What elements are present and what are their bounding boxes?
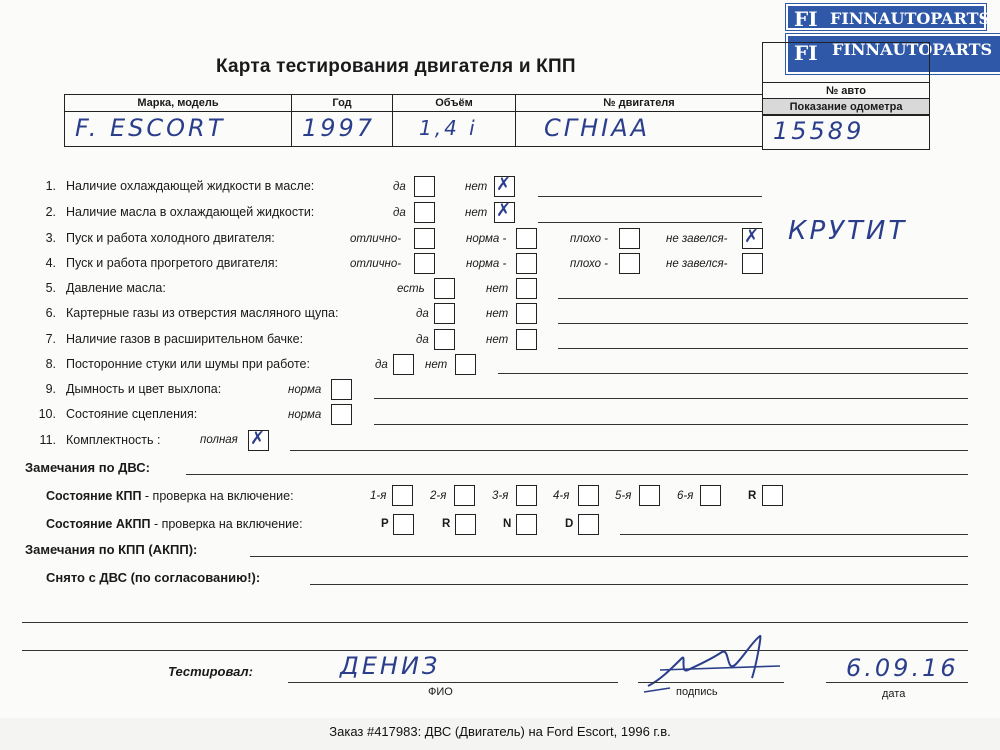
item-3-number: 3. <box>45 231 56 245</box>
item-3-opt-normal: норма - <box>466 233 507 245</box>
odometer-value-box <box>762 114 930 150</box>
item-3-opt-excellent: отлично- <box>350 233 402 245</box>
date-value: 6.09.16 <box>846 654 959 682</box>
item-6-no-checkbox[interactable] <box>516 303 537 324</box>
item-4-number: 4. <box>45 256 56 270</box>
item-8-no-checkbox[interactable] <box>455 354 476 375</box>
item-8-number: 8. <box>45 357 56 371</box>
item-3-note: КРУТИТ <box>788 216 908 246</box>
item-7-opt-yes: да <box>416 334 429 346</box>
item-11-full-checkbox[interactable] <box>248 430 269 451</box>
odometer-label: Показание одометра <box>762 98 930 116</box>
item-8-label: Посторонние стуки или шумы при работе: <box>66 357 310 371</box>
item-3-label: Пуск и работа холодного двигателя: <box>66 231 275 245</box>
removed-line-3 <box>22 650 968 651</box>
tested-by-label: Тестировал: <box>168 664 253 679</box>
item-2-number: 2. <box>45 205 56 219</box>
item-2-note-line <box>538 222 762 223</box>
item-4-normal-checkbox[interactable] <box>516 253 537 274</box>
removed-line-1 <box>310 584 968 585</box>
item-2-no-checkbox[interactable] <box>494 202 515 223</box>
item-5-yes-checkbox[interactable] <box>434 278 455 299</box>
gear-6-checkbox[interactable] <box>700 485 721 506</box>
auto-number-value-box <box>762 42 930 83</box>
item-7-no-checkbox[interactable] <box>516 329 537 350</box>
kpp-label: Состояние КПП - проверка на включение: <box>46 489 294 503</box>
gear-1-checkbox[interactable] <box>392 485 413 506</box>
item-3-excellent-checkbox[interactable] <box>414 228 435 249</box>
item-9-number: 9. <box>45 382 56 396</box>
col-volume: Объём <box>435 97 473 109</box>
item-9-note-line <box>374 398 968 399</box>
item-1-opt-yes: да <box>393 181 406 193</box>
item-5-number: 5. <box>45 281 56 295</box>
akpp-p-label: P <box>381 518 389 530</box>
akpp-r-label: R <box>442 518 451 530</box>
item-4-no-start-checkbox[interactable] <box>742 253 763 274</box>
item-1-number: 1. <box>45 179 56 193</box>
item-3-bad-checkbox[interactable] <box>619 228 640 249</box>
item-4-bad-checkbox[interactable] <box>619 253 640 274</box>
kpp-remarks-line <box>250 556 968 557</box>
item-1-label: Наличие охлаждающей жидкости в масле: <box>66 179 315 193</box>
item-5-no-checkbox[interactable] <box>516 278 537 299</box>
date-line <box>826 682 968 683</box>
year-value: 1997 <box>302 114 376 142</box>
item-10-note-line <box>374 424 968 425</box>
check-mark-icon: ✗ <box>250 428 266 449</box>
item-8-opt-no: нет <box>425 359 448 371</box>
item-7-yes-checkbox[interactable] <box>434 329 455 350</box>
item-6-opt-yes: да <box>416 308 429 320</box>
gear-6-label: 6-я <box>677 490 694 502</box>
item-11-opt-full: полная <box>200 434 238 446</box>
gear-3-checkbox[interactable] <box>516 485 537 506</box>
item-8-yes-checkbox[interactable] <box>393 354 414 375</box>
item-11-label: Комплектность : <box>66 433 161 447</box>
gear-4-checkbox[interactable] <box>578 485 599 506</box>
check-mark-icon: ✗ <box>744 226 760 247</box>
item-7-opt-no: нет <box>486 334 509 346</box>
item-6-note-line <box>558 323 968 324</box>
header-table <box>64 94 763 147</box>
gear-2-label: 2-я <box>430 490 447 502</box>
item-5-opt-yes: есть <box>397 283 425 295</box>
item-10-label: Состояние сцепления: <box>66 407 198 421</box>
item-4-opt-bad: плохо - <box>570 258 608 270</box>
item-6-yes-checkbox[interactable] <box>434 303 455 324</box>
gear-r-label: R <box>748 490 757 502</box>
item-3-no-start-checkbox[interactable] <box>742 228 763 249</box>
item-10-number: 10. <box>38 407 56 421</box>
item-9-opt-normal: норма <box>288 384 322 396</box>
item-4-opt-no-start: не завелся- <box>666 258 728 270</box>
gear-5-label: 5-я <box>615 490 632 502</box>
item-8-note-line <box>498 373 968 374</box>
fio-label: ФИО <box>428 686 453 698</box>
item-3-opt-bad: плохо - <box>570 233 608 245</box>
col-year: Год <box>332 97 352 109</box>
item-2-opt-no: нет <box>465 207 488 219</box>
engine-remarks-label: Замечания по ДВС: <box>25 460 150 475</box>
col-engine-no: № двигателя <box>603 97 675 109</box>
item-9-label: Дымность и цвет выхлопа: <box>66 382 222 396</box>
check-mark-icon: ✗ <box>496 174 512 195</box>
removed-label: Снято с ДВС (по согласованию!): <box>46 570 261 585</box>
item-2-opt-yes: да <box>393 207 406 219</box>
auto-number-label: № авто <box>762 82 930 100</box>
gear-r-checkbox[interactable] <box>762 485 783 506</box>
odometer-value: 15589 <box>773 117 865 145</box>
gear-2-checkbox[interactable] <box>454 485 475 506</box>
date-label: дата <box>882 688 906 700</box>
item-9-normal-checkbox[interactable] <box>331 379 352 400</box>
gear-3-label: 3-я <box>492 490 509 502</box>
akpp-n-label: N <box>503 518 512 530</box>
watermark-logo-bottom: FI FINNAUTOPARTS <box>786 34 1000 74</box>
item-4-opt-excellent: отлично- <box>350 258 402 270</box>
item-4-excellent-checkbox[interactable] <box>414 253 435 274</box>
col-model: Марка, модель <box>137 97 219 109</box>
akpp-note-line <box>620 534 968 535</box>
gear-1-label: 1-я <box>370 490 387 502</box>
item-7-note-line <box>558 348 968 349</box>
item-3-normal-checkbox[interactable] <box>516 228 537 249</box>
akpp-label: Состояние АКПП - проверка на включение: <box>46 517 303 531</box>
item-3-opt-no-start: не завелся- <box>666 233 728 245</box>
item-11-note-line <box>290 450 968 451</box>
signature-line <box>638 682 784 683</box>
akpp-r-checkbox[interactable] <box>455 514 476 535</box>
item-5-label: Давление масла: <box>66 281 166 295</box>
engine-remarks-line <box>186 474 968 475</box>
item-1-no-checkbox[interactable] <box>494 176 515 197</box>
item-1-note-line <box>538 196 762 197</box>
item-5-note-line <box>558 298 968 299</box>
kpp-remarks-label: Замечания по КПП (АКПП): <box>25 542 198 557</box>
watermark-logo-top: FI FINNAUTOPARTS <box>786 4 986 30</box>
item-1-opt-no: нет <box>465 181 488 193</box>
gear-4-label: 4-я <box>553 490 570 502</box>
item-6-label: Картерные газы из отверстия масляного щупа: <box>66 306 339 320</box>
item-10-opt-normal: норма <box>288 409 322 421</box>
signature-label: подпись <box>676 686 718 698</box>
item-4-label: Пуск и работа прогретого двигателя: <box>66 256 278 270</box>
removed-line-2 <box>22 622 968 623</box>
item-6-opt-no: нет <box>486 308 509 320</box>
item-2-yes-checkbox[interactable] <box>414 202 435 223</box>
item-11-number: 11. <box>39 433 56 447</box>
item-7-label: Наличие газов в расширительном бачке: <box>66 332 304 346</box>
item-8-opt-yes: да <box>375 359 388 371</box>
akpp-n-checkbox[interactable] <box>516 514 537 535</box>
model-value: F. ESCORT <box>75 114 226 142</box>
item-2-label: Наличие масла в охлаждающей жидкости: <box>66 205 315 219</box>
page-title: Карта тестирования двигателя и КПП <box>216 56 576 77</box>
akpp-p-checkbox[interactable] <box>393 514 414 535</box>
fio-value: ДЕНИЗ <box>340 652 441 680</box>
item-6-number: 6. <box>45 306 56 320</box>
item-1-yes-checkbox[interactable] <box>414 176 435 197</box>
engine-no-value: CГНІАА <box>544 114 651 142</box>
akpp-d-label: D <box>565 518 574 530</box>
akpp-d-checkbox[interactable] <box>578 514 599 535</box>
check-mark-icon: ✗ <box>496 200 512 221</box>
volume-value: 1,4 i <box>419 116 478 140</box>
item-7-number: 7. <box>45 332 56 346</box>
gear-5-checkbox[interactable] <box>639 485 660 506</box>
fio-line <box>288 682 618 683</box>
item-10-normal-checkbox[interactable] <box>331 404 352 425</box>
item-4-opt-normal: норма - <box>466 258 507 270</box>
image-caption: Заказ #417983: ДВС (Двигатель) на Ford Escort, 1996 г.в. <box>329 724 671 739</box>
item-5-opt-no: нет <box>486 283 509 295</box>
